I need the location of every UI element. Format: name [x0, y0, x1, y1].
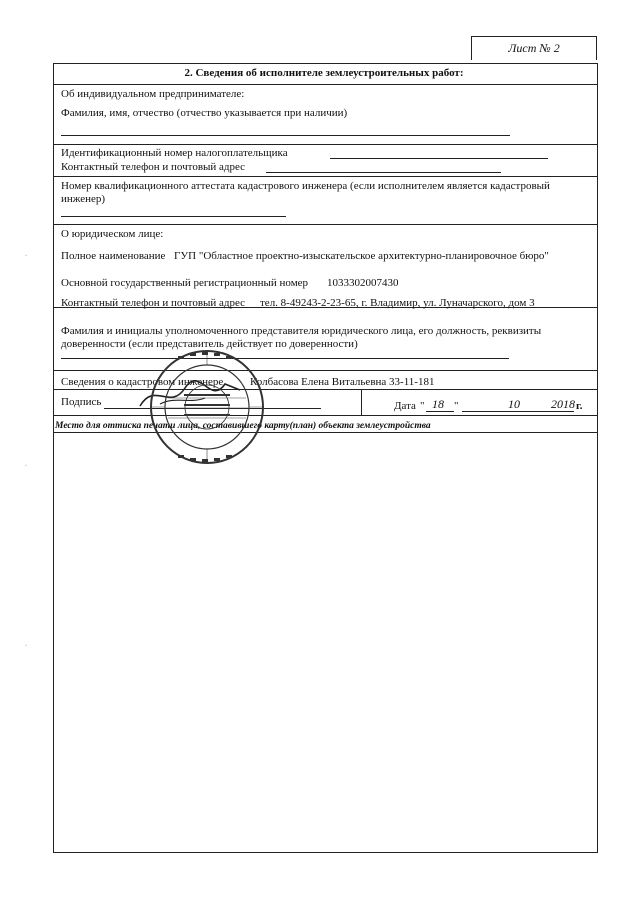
legal-contacts-label: Контактный телефон и почтовый адрес — [61, 297, 246, 309]
divider-vertical — [361, 389, 362, 415]
divider — [54, 224, 597, 225]
signature-label: Подпись — [61, 396, 102, 408]
legal-contacts-value: тел. 8-49243-2-23-65, г. Владимир, ул. Луначарского, дом 3 — [260, 297, 535, 309]
inn-field-line — [330, 158, 548, 159]
individual-fio-label: Фамилия, имя, отчество (отчество указывается при наличии) — [61, 107, 348, 119]
engineer-label: Сведения о кадастровом инженере — [61, 376, 224, 388]
divider — [54, 176, 597, 177]
date-quote-open: " — [420, 400, 425, 412]
date-day-line — [426, 411, 454, 412]
legal-heading: О юридическом лице: — [61, 228, 164, 240]
date-year-line — [532, 411, 574, 412]
certificate-field-line — [61, 216, 286, 217]
date-label: Дата — [394, 400, 416, 412]
date-year: 2018 — [551, 397, 575, 411]
date-month-line — [462, 411, 532, 412]
section-title: 2. Сведения об исполнителе землеустроительных работ: — [184, 67, 464, 79]
representative-label-line1: Фамилия и инициалы уполномоченного представителя юридического лица, его должность, реквизиты — [61, 325, 542, 337]
scan-mark: · — [25, 463, 27, 469]
legal-ogrn-label: Основной государственный регистрационный номер — [61, 277, 309, 289]
divider — [54, 432, 597, 433]
individual-heading: Об индивидуальном предпринимателе: — [61, 88, 245, 100]
date-day: 18 — [432, 397, 444, 411]
seal-stamp — [148, 348, 266, 466]
scan-mark: · — [25, 253, 27, 259]
engineer-value: Колбасова Елена Витальевна 33-11-181 — [250, 376, 435, 388]
representative-label-line2: доверенности (если представитель действует по доверенности) — [61, 338, 358, 350]
fio-field-line — [61, 135, 510, 136]
date-quote-close: " — [454, 400, 459, 412]
divider — [54, 144, 597, 145]
certificate-label-line1: Номер квалификационного аттестата кадастрового инженера (если исполнителем является кадастровый — [61, 180, 550, 192]
divider — [54, 84, 597, 85]
scan-mark: · — [25, 643, 27, 649]
representative-field-line — [61, 358, 509, 359]
divider — [54, 370, 597, 371]
certificate-label-line2: инженер) — [61, 193, 106, 205]
individual-inn-label: Идентификационный номер налогоплательщика — [61, 147, 288, 159]
stamp-place-label: Место для оттиска печати лица, составившего карту(план) объекта землеустройства — [55, 421, 431, 431]
date-month: 10 — [508, 397, 520, 411]
date-year-suffix: г. — [576, 400, 583, 412]
legal-name-value: ГУП "Областное проектно-изыскательское архитектурно-планировочное бюро" — [174, 250, 549, 262]
legal-name-label: Полное наименование — [61, 250, 166, 262]
legal-ogrn-value: 1033302007430 — [327, 277, 399, 289]
sheet-label: Лист № 2 — [471, 36, 597, 60]
individual-contacts-label: Контактный телефон и почтовый адрес — [61, 161, 246, 173]
individual-contacts-field-line — [266, 172, 501, 173]
